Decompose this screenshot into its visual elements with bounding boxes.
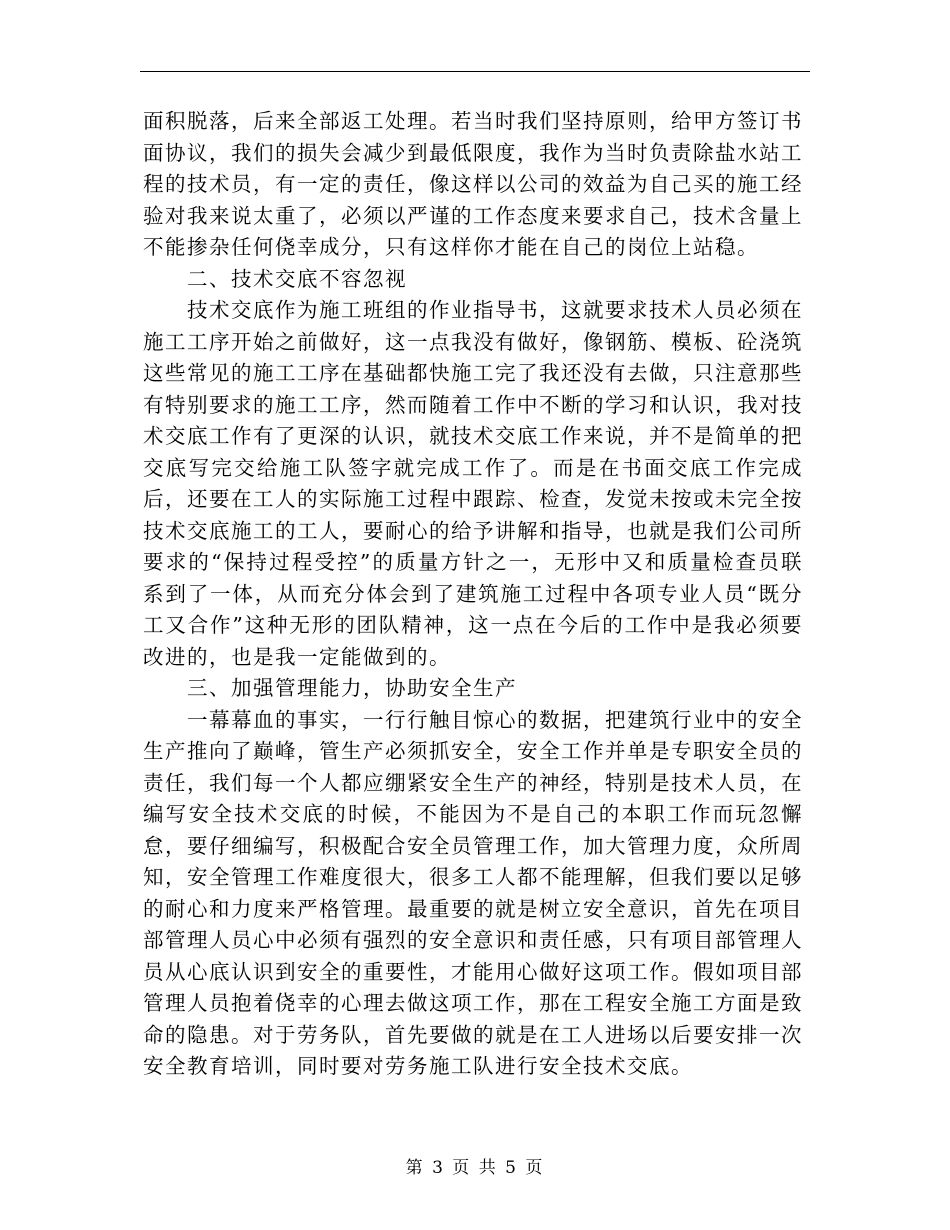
paragraph-safety-management: 一幕幕血的事实，一行行触目惊心的数据，把建筑行业中的安全生产推向了巅峰，管生产必须抓安全，安全工作并单是专职安全员的责任，我们每一个人都应绷紧安全生产的神经，特别是技术人员，在编写安全技术交底的时候，不能因为不是自己的本职工作而玩忽懈怠，要仔细编写，积极配合安全员管理工作，加大管理力度，众所周知，安全管理工作难度很大，很多工人都不能理解，但我们要以足够的耐心和力度来严格管理。最重要的就是树立安全意识，首先在项目部管理人员心中必须有强烈的安全意识和责任感，只有项目部管理人员从心底认识到安全的重要性，才能用心做好这项工作。假如项目部管理人员抱着侥幸的心理去做这项工作，那在工程安全施工方面是致命的隐患。对于劳务队，首先要做的就是在工人进场以后要安排一次安全教育培训，同时要对劳务施工队进行安全技术交底。 (143, 707, 803, 1078)
section-heading-3: 三、加强管理能力，协助安全生产 (187, 676, 517, 700)
document-body (143, 106, 803, 1083)
paragraph-technical-disclosure: 技术交底作为施工班组的作业指导书，这就要求技术人员必须在施工工序开始之前做好，这一点我没有做好，像钢筋、模板、砼浇筑这些常见的施工工序在基础都快施工完了我还没有去做，只注意那些有特别要求的施工工序，然而随着工作中不断的学习和认识，我对技术交底工作有了更深的认识，就技术交底工作来说，并不是简单的把交底写完交给施工队签字就完成工作了。而是在书面交底工作完成后，还要在工人的实际施工过程中跟踪、检查，发觉未按或未完全按技术交底施工的工人，要耐心的给予讲解和指导，也就是我们公司所要求的“保持过程受控”的质量方针之一，无形中又和质量检查员联系到了一体，从而充分体会到了建筑施工过程中各项专业人员“既分工又合作”这种无形的团队精神，这一点在今后的工作中是我必须要改进的，也是我一定能做到的。 (143, 298, 803, 669)
page-number-footer: 第 3 页 共 5 页 (405, 1158, 545, 1178)
paragraph-continuation: 面积脱落，后来全部返工处理。若当时我们坚持原则，给甲方签订书面协议，我们的损失会减少到最低限度，我作为当时负责除盐水站工程的技术员，有一定的责任，像这样以公司的效益为自己买的施工经验对我来说太重了，必须以严谨的工作态度来要求自己，技术含量上不能掺杂任何侥幸成分，只有这样你才能在自己的岗位上站稳。 (143, 109, 803, 259)
header-rule (140, 71, 810, 72)
section-heading-2: 二、技术交底不容忽视 (187, 266, 407, 291)
